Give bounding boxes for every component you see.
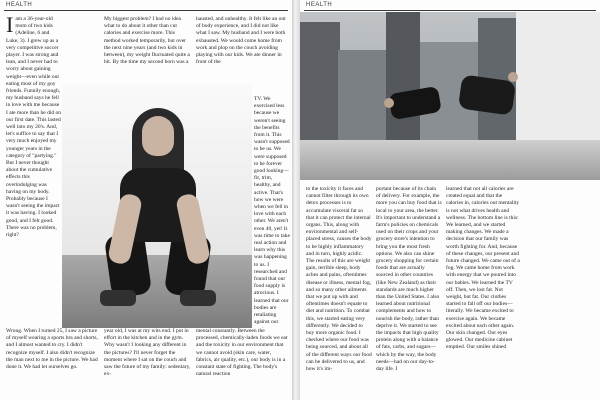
right-column-2: [376, 186, 442, 396]
rooftop-workout-photo: [300, 12, 600, 180]
photo-building: [386, 12, 420, 142]
drop-cap: I: [6, 16, 14, 37]
photo-shoe-right: [180, 290, 216, 306]
photo-floor: [62, 255, 252, 328]
left-column-3-right: [254, 96, 290, 328]
page-gutter: [292, 0, 300, 400]
left-page: [0, 0, 292, 400]
photo-building: [516, 12, 600, 142]
photo-person-head: [384, 98, 394, 108]
photo-person-pushup: [458, 74, 516, 115]
right-page: [300, 0, 600, 400]
left-column-1-bottom: [6, 328, 102, 394]
left-column-3-text: hausted, and unhealthy. It felt like an out of body experience, and I did not like what I saw. My husband and I were both exhausted. We would come home from work and plop on the couch avoiding playing with our kids. We ate dinner in front of the: [196, 16, 286, 66]
left-column-1-bottom-text: Wrong. When I turned 25, I saw a picture of myself wearing a sports bra and shorts, and I almost wanted to cry. I didn't recognize myself. I also didn't recognize the man next to me in the picture. We had done it. We had let ourselves go.: [6, 328, 98, 371]
woman-sitting-photo: [62, 84, 252, 328]
left-column-1: [6, 16, 62, 326]
left-column-1-text: am a 36-year-old mom of two kids (Adeline, 6 and Luke, 3). I grew up as a very competitive soccer player. I was strong and lean, and I never had to worry about gaining weight—even while out eating most of my guy friends. Funnily enough, my husband says he fell in love with me because I ate more than he did on our first date. This lasted well into my 20's. And, let's suffice to say that I very much enjoyed my younger years in the category of "partying." But I never thought about the cumulative effects this overindulging was having on my body. Probably because I wasn't seeing the impact it was having. I looked good, and I felt good. There was no problem, right?: [6, 16, 61, 239]
right-column-1: [306, 186, 372, 396]
section-label-left: HEALTH: [6, 2, 33, 8]
left-column-3-bottom: [196, 328, 288, 394]
left-column-2-bottom-text: year old, I was at my wits end. I put in effort in the kitchen and in the gym. Why wasn't I looking any different in the pictures? I'll never forget the moment where I sat on the couch and saw the future of my family: sedentary, ex-: [104, 328, 191, 378]
right-column-3: [446, 186, 520, 396]
header-rule-right: [304, 10, 596, 11]
right-column-3-text: learned that not all calories are created equal and that the calories in, calories out mentality is not what drives health and wellness. The bottom line is this: We learned, and we started making changes. We made a decision that our family was worth fighting for. And, because of these changes, our present and future changed. We came out of a fog. We came home from work with energy that we poured into our babies. We learned the TV off. Then, we lost fat. Not weight, but fat. Our clothes started to fall off our bodies—literally. We became excited to exercise again. We became excited about each other again. Our skin changed. Our eyes glowed. Our medicine cabinet emptied. Our smiles shined: [446, 186, 520, 351]
photo-person-head: [508, 72, 518, 82]
section-label-right: HEALTH: [306, 2, 333, 8]
photo-building: [338, 50, 388, 142]
photo-rooftop-ledge: [300, 140, 600, 180]
right-column-1-text: to the toxicity it faces and cannot filter through its own detox processes is to accumulate visceral fat so that it can protect the internal organs. This, along with environmental and self-placed stress, causes the body to be highly inflammatory and in turn, highly acidic. The results of this are weight gain, terrible sleep, body aches and pains, oftentimes disease or illness, mental fog, and so many other ailments that we put up with and oftentimes doesn't equate to diet and nutrition. To combat this, we started eating very differently. We decided to buy more organic food. I checked where our food was being sourced, and about all of the different ways our food can be delivered to us, and how it's im-: [306, 186, 372, 373]
left-column-3-bottom-text: mental constantly. Between the processed, chemically-laden foods we eat and the toxicity in our environment that we cannot avoid (skin care, water, fabrics, air quality, etc.), our body is in a constant state of fighting. The body's natural reaction: [196, 328, 288, 378]
left-column-2-text: My biggest problem? I had no idea what to do about it other than cut calories and exercise more. This method worked temporarily, but over the next nine years (and two kids in between), my weight fluctuated quite a bit. By the time my second born was a: [104, 16, 190, 66]
photo-shoe-left: [100, 290, 136, 306]
photo-face: [142, 116, 174, 156]
left-column-2: [104, 16, 192, 82]
right-column-2-text: portant because of its chain of delivery. For example, the more you can buy food that is local to your area, the better. It's important to understand a farm's policies on chemicals used on their crops and your grocery store's intention to bring you the most fresh options. We also can shine grocery shopping for certain foods that are actually sourced in other countries (like New Zealand) as their standards are much higher than the United States. I also learned about nutritional complements and how to nourish the body, rather than deprive it. We started to see the impacts that high quality protein along with a balance of fats, carbs, and sugars—which by the way, the body needs—had on our day-to-day life. I: [376, 186, 442, 373]
photo-building: [300, 22, 340, 142]
left-column-3-right-text: TV. We exercised less because we weren't seeing the benefits from it. This wasn't supposed to be us. We were supposed to be forever good looking—fit, trim, healthy, and active. That's how we were when we fell in love with each other. We aren't even 40, yet! It was time to take real action and learn why this was happening to us. I researched and found that our food supply is atrocious. I learned that our bodies are retaliating against our: [254, 96, 290, 326]
header-rule-left: [4, 10, 288, 11]
left-column-2-bottom: [104, 328, 192, 394]
